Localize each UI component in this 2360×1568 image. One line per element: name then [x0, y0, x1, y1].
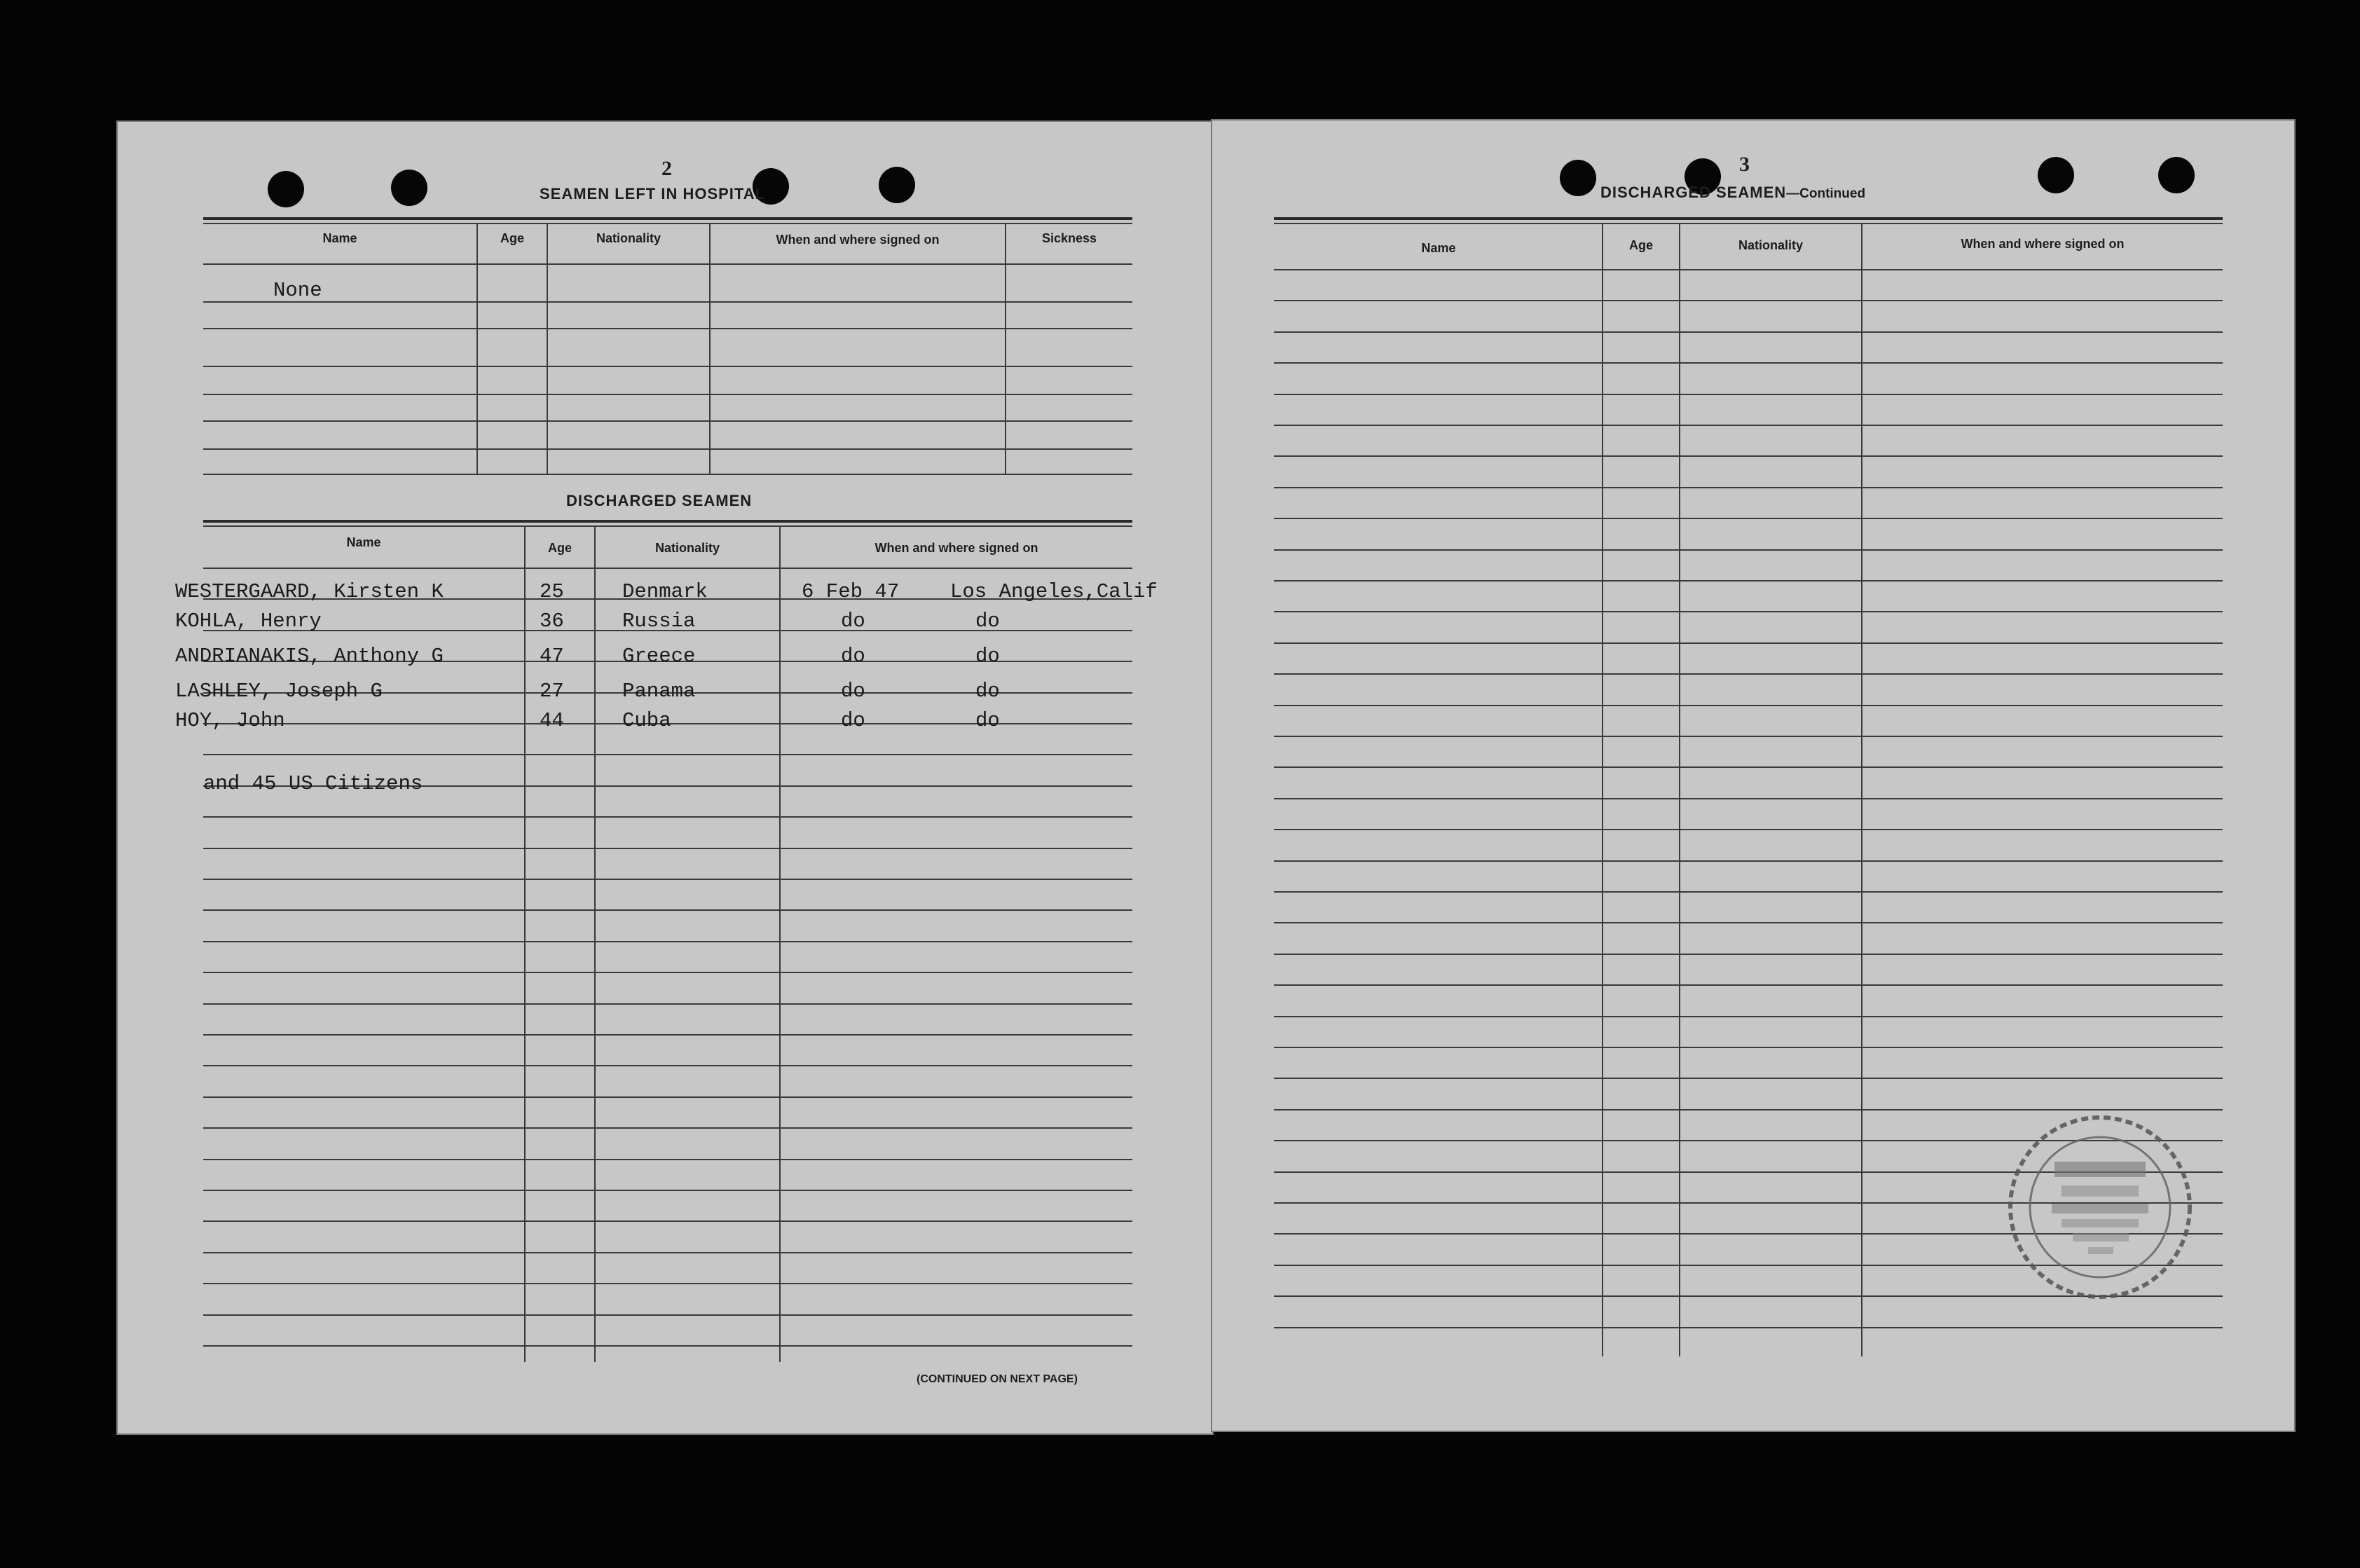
- table-rule: [203, 520, 1132, 523]
- table-rule: [203, 394, 1132, 395]
- crew-age: 36: [540, 610, 564, 633]
- continued-footer: (CONTINUED ON NEXT PAGE): [917, 1373, 1078, 1385]
- crew-signed-date: 6 Feb 47: [802, 580, 900, 603]
- crew-name: ANDRIANAKIS, Anthony G: [175, 645, 444, 668]
- ruled-line: [203, 848, 1132, 849]
- table-column-divider: [1679, 223, 1680, 1356]
- punch-hole: [879, 167, 915, 203]
- table-rule: [203, 420, 1132, 422]
- crew-signed-date: do: [841, 645, 865, 668]
- crew-signed-date: do: [841, 610, 865, 633]
- punch-hole: [2038, 157, 2074, 193]
- ruled-line: [203, 1252, 1132, 1253]
- column-header-nationality: Nationality: [1738, 238, 1803, 252]
- ruled-line: [1274, 766, 2223, 768]
- section-title-main: DISCHARGED SEAMEN: [1600, 184, 1787, 201]
- ruled-line: [1274, 425, 2223, 426]
- crew-nationality: Panama: [622, 680, 696, 703]
- crew-nationality: Greece: [622, 645, 696, 668]
- continued-section-title: [1600, 184, 1865, 202]
- punch-hole: [1560, 160, 1596, 196]
- crew-age: 47: [540, 645, 564, 668]
- crew-name: KOHLA, Henry: [175, 610, 322, 633]
- ruled-line: [203, 754, 1132, 755]
- table-column-divider: [1602, 223, 1603, 1356]
- ruled-line: [1274, 984, 2223, 986]
- ruled-line: [1274, 798, 2223, 799]
- ruled-line: [1274, 549, 2223, 551]
- column-header-signed-on: When and where signed on: [874, 541, 1038, 555]
- crew-signed-date: do: [841, 680, 865, 703]
- ruled-line: [1274, 269, 2223, 270]
- ruled-line: [1274, 954, 2223, 955]
- hospital-section-title: SEAMEN LEFT IN HOSPITAL: [540, 185, 766, 202]
- table-column-divider: [594, 525, 596, 1362]
- column-header-age: Age: [500, 231, 524, 245]
- crew-name: WESTERGAARD, Kirsten K: [175, 580, 444, 603]
- ruled-line: [203, 941, 1132, 942]
- ruled-line: [1274, 736, 2223, 737]
- crew-nationality: Cuba: [622, 709, 671, 732]
- ruled-line: [1274, 487, 2223, 488]
- ruled-line: [1274, 829, 2223, 830]
- crew-age: 44: [540, 709, 564, 732]
- citizens-note: and 45 US Citizens: [203, 772, 423, 795]
- ruled-line: [203, 879, 1132, 880]
- crew-age: 27: [540, 680, 564, 703]
- ruled-line: [1274, 300, 2223, 301]
- column-header-age: Age: [547, 541, 572, 555]
- ruled-line: [1274, 331, 2223, 333]
- ruled-line: [1274, 891, 2223, 893]
- ruled-line: [203, 1096, 1132, 1098]
- ruled-line: [1274, 1327, 2223, 1328]
- ruled-line: [203, 568, 1132, 569]
- column-header-age: Age: [1628, 238, 1653, 252]
- ruled-line: [203, 1065, 1132, 1066]
- column-header-name: Name: [322, 231, 357, 245]
- crew-signed-place: do: [975, 680, 1000, 703]
- table-rule: [203, 328, 1132, 329]
- ruled-line: [203, 1003, 1132, 1005]
- ruled-line: [1274, 1016, 2223, 1017]
- crew-signed-place: do: [975, 610, 1000, 633]
- crew-signed-place: Los Angeles,Calif: [950, 580, 1158, 603]
- ruled-line: [203, 972, 1132, 973]
- table-rule: [203, 223, 1132, 224]
- table-rule: [203, 366, 1132, 367]
- ruled-line: [1274, 455, 2223, 457]
- punch-hole: [391, 170, 427, 206]
- ruled-line: [203, 909, 1132, 911]
- ruled-line: [1274, 673, 2223, 675]
- column-header-sickness: Sickness: [1041, 231, 1097, 245]
- ruled-line: [203, 1283, 1132, 1284]
- punch-hole: [2158, 157, 2195, 193]
- table-column-divider: [1005, 223, 1006, 475]
- discharged-section-title: DISCHARGED SEAMEN: [566, 492, 753, 509]
- ruled-line: [1274, 922, 2223, 923]
- received-stamp-icon: [2005, 1113, 2195, 1302]
- crew-nationality: Russia: [622, 610, 696, 633]
- table-column-divider: [1861, 223, 1862, 1356]
- ruled-line: [1274, 642, 2223, 644]
- column-header-name: Name: [1421, 241, 1456, 255]
- page-number: 2: [661, 157, 672, 180]
- column-header-signed-on: When and where signed on: [776, 233, 940, 247]
- ruled-line: [1274, 362, 2223, 364]
- ruled-line: [1274, 1047, 2223, 1048]
- table-rule: [203, 217, 1132, 220]
- crew-name: LASHLEY, Joseph G: [175, 680, 383, 703]
- table-rule: [203, 301, 1132, 303]
- table-rule: [203, 448, 1132, 450]
- table-column-divider: [709, 223, 711, 475]
- crew-signed-place: do: [975, 645, 1000, 668]
- ruled-line: [203, 1159, 1132, 1160]
- table-column-divider: [476, 223, 478, 475]
- ruled-line: [203, 1034, 1132, 1036]
- ruled-line: [203, 816, 1132, 818]
- crew-signed-place: do: [975, 709, 1000, 732]
- crew-nationality: Denmark: [622, 580, 708, 603]
- ruled-line: [203, 1127, 1132, 1129]
- table-column-divider: [779, 525, 781, 1362]
- column-header-nationality: Nationality: [654, 541, 720, 555]
- crew-age: 25: [540, 580, 564, 603]
- table-rule: [203, 525, 1132, 527]
- page-number: 3: [1739, 153, 1750, 176]
- ruled-line: [203, 1314, 1132, 1316]
- ruled-line: [1274, 394, 2223, 395]
- column-header-signed-on: When and where signed on: [1961, 237, 2125, 251]
- crew-name: HOY, John: [175, 709, 285, 732]
- table-rule: [1274, 217, 2223, 220]
- ruled-line: [1274, 705, 2223, 706]
- table-rule: [203, 474, 1132, 475]
- table-rule: [1274, 223, 2223, 224]
- ruled-line: [1274, 518, 2223, 519]
- table-rule: [203, 263, 1132, 265]
- section-title-continued: —Continued: [1786, 186, 1866, 201]
- punch-hole: [268, 171, 304, 207]
- crew-signed-date: do: [841, 709, 865, 732]
- table-column-divider: [547, 223, 548, 475]
- ruled-line: [203, 1345, 1132, 1347]
- ruled-line: [1274, 860, 2223, 862]
- ruled-line: [1274, 580, 2223, 582]
- hospital-entry: None: [273, 279, 322, 302]
- column-header-name: Name: [346, 535, 381, 549]
- ruled-line: [203, 1190, 1132, 1191]
- ruled-line: [1274, 611, 2223, 612]
- column-header-nationality: Nationality: [596, 231, 661, 245]
- ruled-line: [203, 1220, 1132, 1222]
- ruled-line: [1274, 1078, 2223, 1079]
- ruled-line: [1274, 1109, 2223, 1110]
- table-column-divider: [524, 525, 526, 1362]
